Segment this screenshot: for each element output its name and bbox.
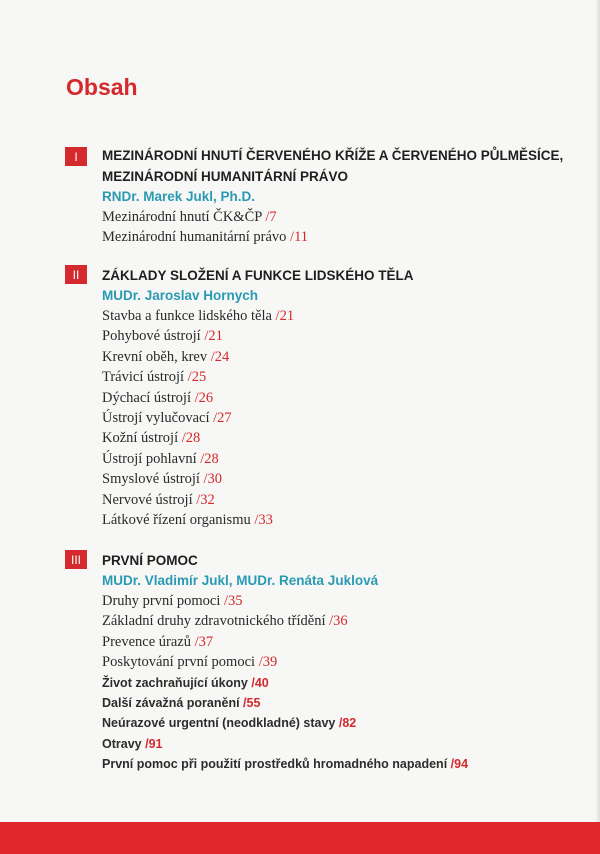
toc-entry[interactable] — [102, 754, 572, 774]
toc-entry-page: /26 — [194, 389, 214, 406]
section-title-line: MEZINÁRODNÍ HUMANITÁRNÍ PRÁVO — [102, 169, 348, 184]
toc-list — [102, 207, 572, 248]
toc-entry[interactable] — [102, 734, 572, 754]
toc-entry[interactable] — [102, 408, 572, 428]
toc-entry-label: Druhy první pomoci — [102, 593, 221, 609]
toc-entry-page: /33 — [254, 512, 273, 529]
toc-entry[interactable] — [102, 713, 572, 733]
toc-entry[interactable] — [102, 693, 572, 713]
toc-entry-page: /25 — [187, 369, 207, 386]
toc-entry-label: Smyslové ústrojí — [102, 471, 200, 488]
toc-entry-page: /28 — [181, 430, 201, 447]
toc-entry[interactable] — [102, 673, 572, 693]
footer-red-bar — [0, 822, 600, 854]
toc-entry[interactable] — [102, 347, 572, 367]
toc-entry-label: První pomoc při použití prostředků hromadného napadení — [102, 757, 448, 772]
toc-entry[interactable] — [102, 227, 572, 247]
toc-entry[interactable] — [102, 367, 572, 387]
page-title: Obsah — [66, 74, 138, 100]
toc-entry[interactable] — [102, 591, 572, 611]
toc-entry-page: /30 — [203, 471, 223, 488]
toc-entry[interactable] — [102, 510, 572, 530]
toc-entry-label: Ústrojí vylučovací — [102, 410, 210, 427]
toc-list — [102, 591, 572, 775]
toc-entry-page: /24 — [210, 348, 230, 365]
toc-entry-page: /21 — [275, 308, 295, 324]
toc-entry-label: Stavba a funkce lidského těla — [102, 308, 272, 324]
toc-entry[interactable] — [102, 652, 572, 672]
toc-entry[interactable] — [102, 490, 572, 510]
toc-entry-page: /39 — [258, 654, 278, 671]
toc-entry[interactable] — [102, 469, 572, 489]
toc-entry-page: /35 — [224, 593, 243, 609]
toc-entry-page: /55 — [243, 696, 261, 711]
section-author: MUDr. Jaroslav Hornych — [102, 288, 259, 303]
section-title-line: ZÁKLADY SLOŽENÍ A FUNKCE LIDSKÉHO TĚLA — [102, 268, 414, 283]
toc-entry[interactable] — [102, 632, 572, 652]
toc-entry-label: Kožní ústrojí — [102, 430, 179, 447]
toc-entry-page: /7 — [265, 209, 277, 225]
toc-entry-page: /36 — [329, 613, 348, 630]
toc-entry-label: Základní druhy zdravotnického třídění — [102, 613, 326, 630]
toc-entry-label: Látkové řízení organismu — [102, 512, 251, 529]
toc-entry-page: /11 — [290, 229, 309, 246]
toc-entry-label: Trávicí ústrojí — [102, 369, 185, 386]
toc-entry-label: Otravy — [102, 736, 142, 751]
section-author: MUDr. Vladimír Jukl, MUDr. Renáta Juklová — [102, 573, 379, 588]
section-title-line: PRVNÍ POMOC — [102, 553, 198, 568]
toc-entry[interactable] — [102, 449, 572, 469]
toc-entry-page: /27 — [213, 410, 232, 427]
toc-entry[interactable] — [102, 306, 572, 326]
toc-entry-label: Prevence úrazů — [102, 633, 191, 650]
toc-entry-page: /40 — [251, 675, 269, 690]
section-numeral-badge: I — [65, 147, 87, 166]
toc-entry-page: /32 — [196, 491, 215, 508]
toc-entry-label: Krevní oběh, krev — [102, 348, 208, 365]
toc-entry-label: Neúrazové urgentní (neodkladné) stavy — [102, 716, 336, 731]
toc-entry-label: Život zachraňující úkony — [102, 675, 248, 690]
toc-entry-label: Dýchací ústrojí — [102, 389, 191, 406]
section-author: RNDr. Marek Jukl, Ph.D. — [102, 189, 256, 204]
toc-entry-label: Poskytování první pomoci — [102, 654, 256, 671]
toc-entry-label: Ústrojí pohlavní — [102, 450, 197, 467]
toc-list — [102, 306, 572, 530]
page-edge-shadow — [595, 0, 600, 854]
toc-entry-page: /94 — [450, 757, 469, 772]
toc-entry-label: Mezinárodní humanitární právo — [102, 229, 287, 246]
toc-entry-label: Nervové ústrojí — [102, 491, 193, 508]
section-title-line: MEZINÁRODNÍ HNUTÍ ČERVENÉHO KŘÍŽE A ČERVENÉHO PŮLMĚSÍCE, — [102, 148, 564, 163]
toc-entry-label: Další závažná poranění — [102, 696, 240, 711]
toc-entry[interactable] — [102, 388, 572, 408]
toc-entry[interactable] — [102, 611, 572, 631]
toc-entry-page: /37 — [194, 633, 214, 650]
toc-entry[interactable] — [102, 207, 572, 227]
toc-entry[interactable] — [102, 428, 572, 448]
toc-entry-page: /82 — [338, 716, 357, 731]
toc-entry[interactable] — [102, 326, 572, 346]
section-numeral-badge: III — [65, 550, 87, 569]
toc-entry-label: Mezinárodní hnutí ČK&ČP — [102, 209, 262, 225]
section-numeral-badge: II — [65, 265, 87, 284]
toc-entry-page: /28 — [200, 450, 219, 467]
toc-entry-page: /21 — [204, 328, 223, 345]
toc-entry-page: /91 — [145, 736, 163, 751]
toc-entry-label: Pohybové ústrojí — [102, 328, 201, 345]
